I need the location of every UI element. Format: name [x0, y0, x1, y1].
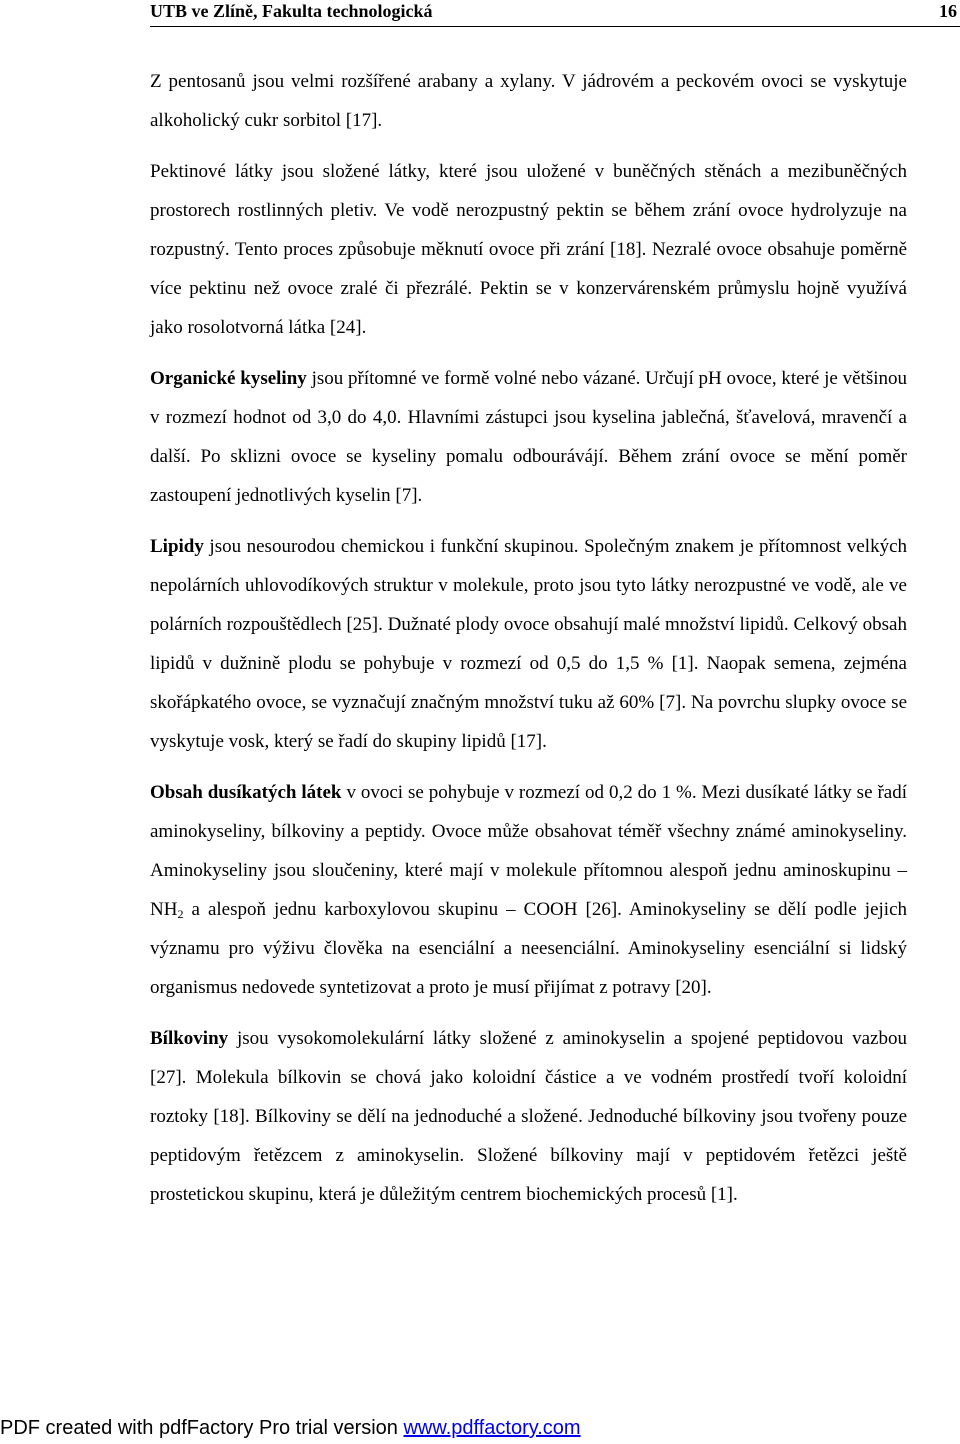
pdffactory-link[interactable]: www.pdffactory.com — [403, 1417, 581, 1439]
paragraph-text: jsou přítomné ve formě volné nebo vázané. Určují pH ovoce, které je většinou v rozmezí hodnot od 3,0 do 4,0. Hlavními zástupci jsou kyselina jablečná, šťavelová, mravenčí a další. Po sklizni ovoce se kyseliny pomalu odbourávájí. Během zrání ovoce se mění poměr zastoupení jednotlivých kyselin [7]. — [150, 368, 907, 506]
page-header — [150, 0, 960, 27]
paragraph-proteins — [150, 1019, 907, 1214]
paragraph-text: Z pentosanů jsou velmi rozšířené arabany a xylany. V jádrovém a peckovém ovoci se vyskytuje alkoholický cukr sorbitol [17]. — [150, 71, 907, 131]
term-heading: Lipidy — [150, 536, 204, 557]
footer-text: PDF created with pdfFactory Pro trial version — [0, 1417, 404, 1439]
paragraph-pentosans — [150, 62, 907, 140]
page-number: 16 — [939, 1, 957, 21]
paragraph-text-continued: a alespoň jednu karboxylovou skupinu – COOH [26]. Aminokyseliny se dělí podle jejich významu pro výživu člověka na esenciální a neesenciální. Aminokyseliny esenciální si lidský organismus nedovede syntetizovat a proto je musí přijímat z potravy [20]. — [150, 899, 907, 998]
document-body — [150, 62, 907, 1214]
paragraph-text: Pektinové látky jsou složené látky, které jsou uložené v buněčných stěnách a mezibuněčných prostorech rostlinných pletiv. Ve vodě nerozpustný pektin se během zrání ovoce hydrolyzuje na rozpustný. Tento proces způsobuje měknutí ovoce při zrání [18]. Nezralé ovoce obsahuje poměrně více pektinu než ovoce zralé či přezrálé. Pektin se v konzervárenském průmyslu hojně využívá jako rosolotvorná látka [24]. — [150, 161, 907, 338]
paragraph-text: jsou nesourodou chemickou i funkční skupinou. Společným znakem je přítomnost velkých nepolárních uhlovodíkových struktur v molekule, proto jsou tyto látky nerozpustné ve vodě, ale ve polárních rozpouštědlech [25]. Dužnaté plody ovoce obsahují malé množství lipidů. Celkový obsah lipidů v dužnině plodu se pohybuje v rozmezí od 0,5 do 1,5 % [1]. Naopak semena, zejména skořápkatého ovoce, se vyznačují značným množství tuku až 60% [7]. Na povrchu slupky ovoce se vyskytuje vosk, který se řadí do skupiny lipidů [17]. — [150, 536, 907, 752]
paragraph-lipids — [150, 527, 907, 761]
term-heading: Organické kyseliny — [150, 368, 307, 389]
paragraph-organic-acids — [150, 359, 907, 515]
term-heading: Bílkoviny — [150, 1028, 229, 1049]
header-title: UTB ve Zlíně, Fakulta technologická — [150, 1, 433, 21]
paragraph-nitrogen-compounds — [150, 773, 907, 1007]
pdf-footer — [0, 1416, 960, 1440]
paragraph-text: jsou vysokomolekulární látky složené z aminokyselin a spojené peptidovou vazbou [27]. Molekula bílkovin se chová jako koloidní částice a ve vodném prostředí tvoří koloidní roztoky [18]. Bílkoviny se dělí na jednoduché a složené. Jednoduché bílkoviny jsou tvořeny pouze peptidovým řetězcem z aminokyselin. Složené bílkoviny mají v peptidovém řetězci ještě prostetickou skupinu, která je důležitým centrem biochemických procesů [1]. — [150, 1028, 907, 1205]
paragraph-pectins — [150, 152, 907, 347]
subscript: 2 — [177, 907, 184, 921]
paragraph-text: v ovoci se pohybuje v rozmezí od 0,2 do 1 %. Mezi dusíkaté látky se řadí aminokyseliny, bílkoviny a peptidy. Ovoce může obsahovat téměř všechny známé aminokyseliny. Aminokyseliny jsou sloučeniny, které mají v molekule přítomnou alespoň jednu aminoskupinu – NH — [150, 782, 907, 920]
term-heading: Obsah dusíkatých látek — [150, 782, 342, 803]
